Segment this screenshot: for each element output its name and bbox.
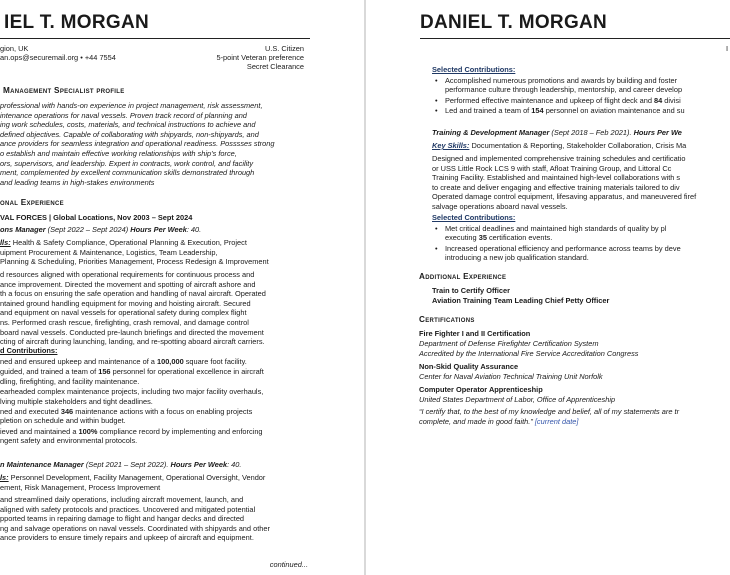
bullet-text: Increased operational efficiency and performance across teams by deve (445, 243, 681, 253)
bullet-item (0, 357, 264, 366)
job1-description (0, 270, 266, 347)
bullet-text: dling, firefighting, and facility maintenance. (0, 376, 140, 386)
job1-hours: : 40. (186, 225, 202, 234)
cert-accreditor: Accredited by the International Fire Service Accreditation Congress (419, 349, 639, 358)
bullet-icon: • (435, 76, 438, 85)
description-line: d resources aligned with operational requirements for continuous process and (0, 270, 255, 279)
description-line: ance improvement. Directed the movement and spotting of aircraft ashore and (0, 279, 256, 289)
description-line: ng and salvage operations on naval vessels. Coordinated with shipyards and other (0, 523, 270, 533)
highlight-number: 100,000 (156, 357, 184, 366)
job2-hours: : 40. (227, 460, 242, 469)
job2-title-line (0, 460, 241, 470)
citizenship: U.S. Citizen (264, 44, 304, 53)
bullet-text: Performed effective maintenance and upkeep of flight deck and (445, 95, 654, 105)
bullet-icon: • (435, 106, 438, 116)
bullet-text: guided, and trained a team of (0, 367, 99, 377)
description-line: Training Facility. Established and maintained high-level collaborations with s (432, 173, 681, 183)
contributions-list (432, 76, 685, 117)
certifications-heading: Certifications (419, 315, 475, 324)
description-line: ns. Performed crash rescue, firefighting, crash removal, and damage control (0, 317, 249, 327)
bullet-text: introducing a new job qualification standard. (445, 253, 589, 263)
bullet-icon: • (435, 243, 438, 253)
job2-dates: (Sept 2021 – Sept 2022). (85, 460, 169, 469)
bullet-item (0, 427, 264, 446)
description-line: board naval vessels. Conducted pre-launch briefings and directed the movement (0, 327, 264, 337)
header-rule (420, 38, 730, 39)
resume-page-1 (0, 0, 364, 575)
description-line: pported teams in repairing damage to flight and hangar decks and directed (0, 514, 245, 524)
bullet-item (432, 106, 685, 115)
description-line: Operated damage control equipment, lifesaving apparatus, and maneuvered firef (432, 192, 697, 202)
bullet-item (432, 244, 681, 263)
bullet-text: divisi (662, 95, 681, 105)
resume-name: IEL T. MORGAN (4, 12, 149, 33)
bullet-text: performance culture through leadership, mentorship, and career develop (445, 85, 683, 95)
certification-statement-2: complete, and made in good faith.” (419, 417, 533, 426)
bullet-text: ned and executed (0, 407, 61, 417)
bullet-text: certification events. (486, 233, 553, 243)
profile-line: o establish and maintain effective working relationships with ship's force, (0, 148, 237, 158)
bullet-item (0, 407, 264, 426)
bullet-item (432, 224, 681, 243)
bullet-text: ieved and maintained a (0, 426, 79, 436)
key-skills-label: Key Skills: (432, 141, 470, 150)
job1-skills-line: Planning & Scheduling, Priorities Management, Process Redesign & Improvement (0, 257, 269, 267)
description-line: aligned with safety protocols and practices. Uncovered and mitigated potential (0, 504, 256, 514)
bullet-text: personnel on aviation maintenance and su (543, 106, 685, 116)
bullet-text: earheaded complex maintenance projects, including two major facility overhauls, (0, 387, 264, 397)
profile-heading: Management Specialist profile (3, 86, 125, 95)
bullet-text: executing (445, 233, 479, 243)
contact-email-phone: an.ops@securemail.org • +44 7554 (0, 53, 116, 62)
profile-line: ance providers for seamless integration and operational readiness. Posssses strong (0, 139, 275, 149)
job2-description (0, 495, 270, 543)
job1-hours-label: Hours Per Week (130, 225, 187, 234)
job1-dates: (Sept 2022 – Sept 2024) (47, 225, 129, 234)
description-line: salvage operations aboard naval vessels. (432, 201, 568, 211)
description-line: Designed and implemented comprehensive training schedules and certificatio (432, 154, 686, 163)
key-skills-text: Documentation & Reporting, Stakeholder Collaboration, Crisis Ma (469, 141, 687, 150)
contributions-heading-2: Selected Contributions: (432, 213, 516, 222)
job1-contributions (0, 357, 264, 447)
job1-contrib-label: d Contributions: (0, 346, 58, 355)
cert-issuer: Department of Defense Firefighter Certification System (419, 339, 599, 348)
contributions-heading: Selected Contributions: (432, 65, 516, 74)
clearance: Secret Clearance (246, 62, 304, 71)
description-line: ance providers to ensure timely repairs and upkeep of aircraft and equipment. (0, 533, 254, 543)
profile-line: ing work schedules, costs, materials, and technical instructions to achieve and (0, 120, 256, 130)
bullet-item (0, 387, 264, 406)
additional-item: Aviation Training Team Leading Chief Petty Officer (432, 296, 610, 305)
description-line: and streamlined daily operations, including aircraft movement, launch, and (0, 495, 244, 504)
profile-line: professional with hands-on experience in project management, risk assessment, (0, 101, 263, 110)
job2-skills (0, 473, 265, 492)
cert-issuer: Center for Naval Aviation Technical Training Unit Norfolk (419, 372, 603, 381)
bullet-icon: • (435, 95, 438, 105)
employer-line: VAL FORCES | Global Locations, Nov 2003 – Sept 2024 (0, 213, 193, 222)
job-hours-label: Hours Per We (633, 128, 682, 137)
highlight-number: 156 (98, 367, 111, 377)
job2-skills-label: ls: (0, 473, 9, 482)
highlight-number: 154 (531, 106, 544, 116)
job1-title: ons Manager (0, 225, 46, 234)
contact-location: gion, UK (0, 44, 29, 53)
job-dates: (Sept 2018 – Feb 2021). (551, 128, 632, 137)
profile-line: and leading teams in high-stakes environments (0, 177, 155, 187)
job-description (432, 154, 696, 212)
header-rule (0, 38, 310, 39)
job2-title: n Maintenance Manager (0, 460, 84, 469)
job1-skills (0, 238, 269, 267)
highlight-number: 35 (478, 233, 487, 243)
job2-skills-line: Personnel Development, Facility Management, Operational Oversight, Vendor (8, 473, 266, 482)
additional-item: Train to Certify Officer (432, 286, 511, 295)
description-line: or USS Little Rock LCS 9 with staff, Afloat Training Group, and Littoral Cc (432, 163, 672, 173)
profile-line: ors, supervisors, and leadership. Expert in contracts, work control, and facility (0, 158, 254, 168)
description-line: ntained ground handling equipment for moving and hoisting aircraft. Secured (0, 298, 251, 308)
certification-statement: “I certify that, to the best of my knowledge and belief, all of my statements are tr (419, 407, 680, 416)
certification-statement-end (419, 417, 578, 427)
job2-skills-line: ement, Risk Management, Process Improvement (0, 482, 161, 492)
corner-initial: I (726, 44, 729, 53)
job1-skills-line: Health & Safety Compliance, Operational Planning & Execution, Project (10, 238, 247, 247)
key-skills-line (432, 141, 686, 151)
job1-title-line (0, 225, 201, 235)
bullet-text: Met critical deadlines and maintained high standards of quality by pl (445, 224, 667, 233)
profile-line: defined objectives. Capable of collaborating with shipyards, non-shipyards, and (0, 129, 259, 139)
job-title: Training & Development Manager (432, 128, 550, 137)
bullet-text: Led and trained a team of (445, 106, 532, 116)
contributions-list-2 (432, 224, 681, 264)
cert-name: Computer Operator Apprenticeship (419, 385, 543, 394)
bullet-text: pletion on schedule and within budget. (0, 416, 126, 426)
bullet-item (432, 96, 685, 105)
highlight-number: 100% (78, 426, 98, 436)
job1-skills-label: lls: (0, 238, 11, 247)
description-line: and equipment on naval vessels for operational safety during complex flight (0, 308, 247, 318)
experience-heading: onal Experience (0, 198, 64, 207)
job2-hours-label: Hours Per Week (170, 460, 228, 469)
bullet-text: lving multiple stakeholders and tight deadlines. (0, 396, 153, 406)
veteran-preference: 5-point Veteran preference (216, 53, 304, 62)
bullet-text: ngent safety and environmental protocols. (0, 436, 138, 446)
bullet-text: personnel for operational excellence in aircraft (110, 367, 264, 377)
resume-name: DANIEL T. MORGAN (420, 12, 608, 33)
profile-text (0, 101, 274, 187)
bullet-text: maintenance actions with a focus on enabling projects (73, 407, 253, 417)
continued-note: continued... (269, 560, 308, 569)
bullet-text: square foot facility. (183, 357, 247, 366)
description-line: cting of aircraft during launching, landing, and re-spotting aboard aircraft carriers. (0, 337, 265, 347)
job-title-line (432, 128, 682, 138)
profile-line: ment, complemented by excellent communication skills demonstrated through (0, 168, 255, 178)
bullet-item (432, 76, 685, 95)
additional-experience-heading: Additional Experience (419, 272, 507, 281)
bullet-item (0, 367, 264, 386)
cert-name: Non-Skid Quality Assurance (419, 362, 519, 371)
cert-issuer: United States Department of Labor, Office of Apprenticeship (419, 395, 616, 404)
bullet-text: ned and ensured upkeep and maintenance of a (0, 357, 157, 366)
cert-name: Fire Fighter I and II Certification (419, 329, 531, 338)
bullet-icon: • (435, 224, 438, 233)
profile-line: intenance operations for naval vessels. Proven track record of planning and (0, 110, 247, 120)
bullet-text: Accomplished numerous promotions and awards by building and foster (445, 76, 678, 85)
current-date-placeholder: [current date] (534, 417, 579, 426)
highlight-number: 84 (654, 95, 663, 105)
description-line: th a focus on ensuring the safe operation and handling of naval aircraft. Operated (0, 289, 266, 299)
bullet-text: compliance record by implementing and enforcing (97, 426, 263, 436)
highlight-number: 346 (60, 407, 74, 417)
description-line: to create and deliver engaging and effective training materials tailored to div (432, 182, 680, 192)
job1-skills-line: uipment Procurement & Maintenance, Logistics, Team Leadership, (0, 247, 218, 257)
resume-page-2 (366, 0, 730, 575)
